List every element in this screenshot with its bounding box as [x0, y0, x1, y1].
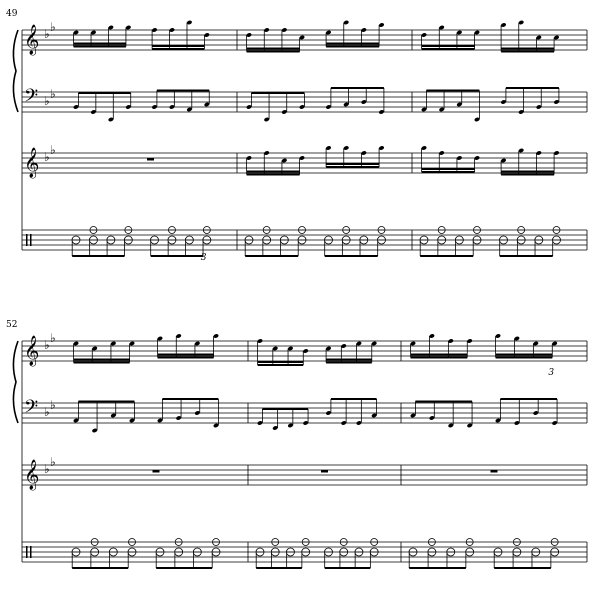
- tuplet-number: 3: [548, 368, 555, 378]
- measure-number: 52: [6, 320, 18, 330]
- flat-sign: ♭: [44, 150, 50, 164]
- percussion-clef-icon: [26, 234, 28, 246]
- flat-sign: ♭: [50, 20, 56, 34]
- staff-treble: [22, 20, 587, 56]
- whole-rest-icon: [147, 158, 154, 161]
- bass-clef-icon: 𝄢: [24, 86, 39, 111]
- staff-bass: [22, 86, 587, 122]
- treble-clef-icon: 𝄞: [24, 460, 40, 490]
- flat-sign: ♭: [44, 462, 50, 476]
- flat-sign: ♭: [50, 455, 56, 469]
- flat-sign: ♭: [44, 405, 50, 419]
- treble-clef-icon: 𝄞: [24, 148, 40, 178]
- tuplet-number: 3: [200, 253, 207, 263]
- piano-brace: [13, 341, 18, 423]
- whole-rest-icon: [153, 470, 160, 473]
- flat-sign: ♭: [50, 331, 56, 345]
- flat-sign: ♭: [50, 398, 56, 412]
- whole-rest-icon: [491, 470, 498, 473]
- measure-number: 49: [6, 9, 18, 19]
- staff-treble: [22, 455, 587, 491]
- flat-sign: ♭: [50, 87, 56, 101]
- treble-clef-icon: 𝄞: [24, 25, 40, 55]
- staff-percussion: [22, 227, 587, 264]
- whole-rest-icon: [321, 470, 328, 473]
- staff-treble: [22, 143, 587, 179]
- piano-brace: [13, 30, 18, 112]
- flat-sign: ♭: [50, 143, 56, 157]
- staff-percussion: [22, 539, 587, 569]
- percussion-clef-icon: [30, 234, 32, 246]
- flat-sign: ♭: [44, 338, 50, 352]
- staff-treble: [22, 331, 587, 378]
- staff-bass: [22, 397, 587, 433]
- bass-clef-icon: 𝄢: [24, 397, 39, 422]
- flat-sign: ♭: [44, 94, 50, 108]
- percussion-clef-icon: [30, 546, 32, 558]
- percussion-clef-icon: [26, 546, 28, 558]
- flat-sign: ♭: [44, 27, 50, 41]
- treble-clef-icon: 𝄞: [24, 336, 40, 366]
- system-1: [6, 9, 587, 263]
- system-2: [6, 320, 587, 568]
